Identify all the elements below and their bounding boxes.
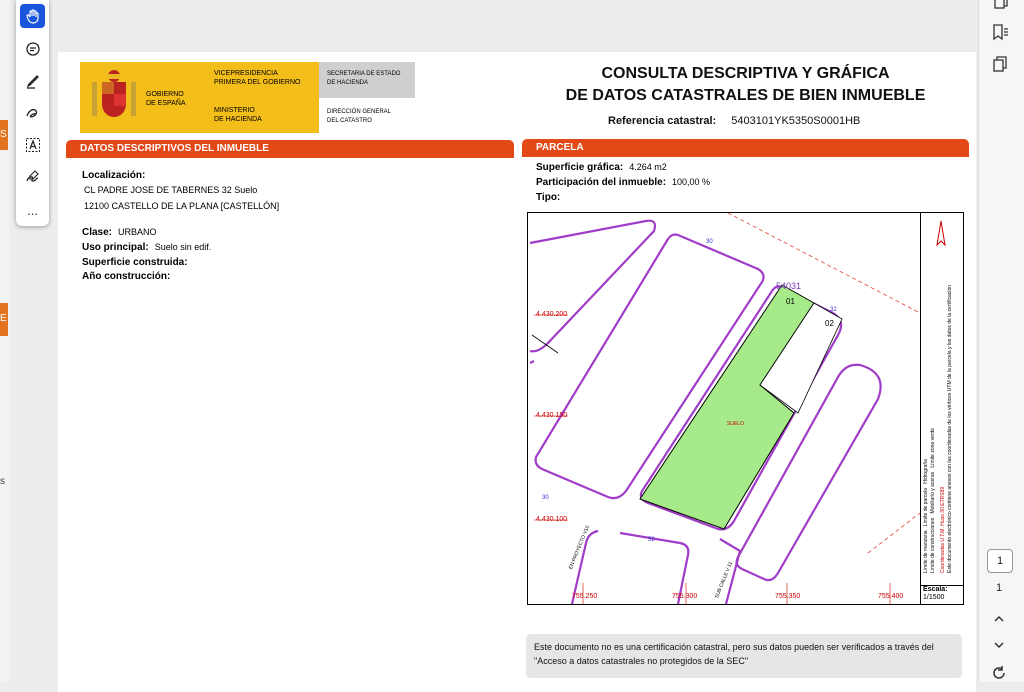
sup-label: Superficie gráfica: bbox=[536, 162, 624, 173]
freehand-draw-icon bbox=[25, 105, 41, 121]
gobierno-text: GOBIERNO DE ESPAÑA bbox=[146, 91, 186, 107]
hand-tool-button[interactable] bbox=[20, 4, 45, 28]
part-label: Participación del inmueble: bbox=[536, 177, 667, 188]
legend-limite-construcciones: Límite de construcciones bbox=[930, 517, 936, 573]
title-line-1: CONSULTA DESCRIPTIVA Y GRÁFICA bbox=[601, 65, 890, 82]
clase-row bbox=[82, 227, 157, 238]
referencia-catastral bbox=[608, 115, 860, 127]
scale-box bbox=[920, 585, 963, 604]
x-tick-label: 755.350 bbox=[775, 593, 801, 600]
legend-coordinates: Coordenadas U.T.M. Huso 30 ETRS89 bbox=[940, 486, 946, 573]
localizacion-label: Localización: bbox=[82, 170, 146, 181]
subparcel-02-label: 02 bbox=[825, 319, 834, 328]
annotation-toolbar bbox=[16, 0, 49, 226]
clase-label: Clase: bbox=[82, 227, 113, 238]
highlighter-icon bbox=[25, 73, 41, 89]
page-thumbnails-icon[interactable] bbox=[991, 55, 1009, 73]
uso-value: Suelo sin edif. bbox=[154, 242, 212, 252]
ref-value: 5403101YK5350S0001HB bbox=[731, 115, 861, 127]
address-line-2: 12100 CASTELLO DE LA PLANA [CASTELLÓN] bbox=[84, 201, 280, 211]
comment-icon bbox=[25, 41, 41, 57]
background-window-strip bbox=[0, 0, 10, 682]
map-legend bbox=[920, 213, 964, 585]
sup-value: 4.264 m2 bbox=[629, 162, 667, 172]
refresh-icon[interactable] bbox=[990, 664, 1008, 682]
strip-letter: s bbox=[0, 476, 5, 487]
x-tick-label: 755.250 bbox=[572, 593, 598, 600]
highlight-tool-button[interactable] bbox=[20, 69, 45, 93]
y-tick-label: 4.430.200 bbox=[536, 311, 568, 318]
parcela-bar: PARCELA bbox=[522, 139, 969, 157]
sign-tool-button[interactable] bbox=[20, 165, 45, 189]
cadastral-map bbox=[527, 212, 964, 605]
direccion-text: DIRECCIÓN GENERAL DEL CATASTRO bbox=[327, 109, 392, 124]
parcel-id-label: 54031 bbox=[776, 281, 802, 291]
verification-note: Este documento no es una certificación catastral, pero sus datos pueden ser verificados a través del "Acceso a datos catastrales no protegidos de la SEC" bbox=[526, 634, 962, 678]
subparcel-01-label: 01 bbox=[786, 297, 795, 306]
legend-doc-note: Este documento electrónico contiene anexos con las coordenadas de los vértices UTM de la parcela y los datos de la certificación bbox=[947, 285, 953, 573]
map-drawing bbox=[528, 213, 920, 604]
part-value: 100,00 % bbox=[672, 177, 711, 187]
secretaria-block bbox=[319, 62, 415, 98]
street-name-v10: EN PROYECTO V10 bbox=[568, 524, 592, 571]
superficie-grafica-row bbox=[536, 162, 667, 173]
street-number: 32 bbox=[830, 307, 837, 313]
gobierno-logo-block bbox=[80, 62, 206, 133]
strip-letter: E bbox=[0, 313, 7, 324]
x-tick-label: 755.400 bbox=[878, 593, 904, 600]
x-tick-label: 755.300 bbox=[672, 593, 698, 600]
text-box-icon bbox=[25, 137, 41, 153]
total-pages: 1 bbox=[995, 582, 1003, 594]
title-line-2: DE DATOS CATASTRALES DE BIEN INMUEBLE bbox=[565, 87, 926, 104]
anio-construccion-label: Año construcción: bbox=[82, 271, 171, 282]
chevron-up-icon[interactable] bbox=[990, 610, 1008, 628]
ministerio-text: MINISTERIO DE HACIENDA bbox=[214, 107, 262, 123]
current-page-input[interactable]: 1 bbox=[987, 549, 1013, 573]
legend-zona-verde: Límite zona verde bbox=[930, 427, 936, 468]
right-side-panel bbox=[978, 0, 1024, 682]
copy-pages-icon[interactable] bbox=[991, 0, 1009, 12]
more-tools-button[interactable]: ... bbox=[27, 202, 38, 218]
street-name-v11: SUB CALLE V 11 bbox=[714, 560, 735, 600]
legend-mobiliario: Mobiliario y aceras bbox=[930, 471, 936, 514]
strip-letter: S bbox=[0, 129, 7, 140]
document-page bbox=[58, 52, 976, 692]
legend-text-block bbox=[923, 213, 954, 573]
y-tick-label: 4.430.100 bbox=[536, 516, 568, 523]
coat-of-arms-icon bbox=[88, 68, 140, 128]
hand-icon bbox=[25, 8, 41, 24]
text-select-tool-button[interactable] bbox=[20, 133, 45, 157]
legend-limite-manzana: Límite de manzana bbox=[923, 530, 929, 573]
signature-icon bbox=[25, 169, 41, 185]
superficie-construida-label: Superficie construida: bbox=[82, 257, 188, 268]
clase-value: URBANO bbox=[118, 227, 157, 237]
legend-limite-parcela: Límite de parcela bbox=[923, 487, 929, 527]
escala-label: Escala: bbox=[923, 586, 948, 593]
ref-label: Referencia catastral: bbox=[608, 115, 717, 127]
chevron-down-icon[interactable] bbox=[990, 636, 1008, 654]
suelo-label: SUELO bbox=[727, 421, 744, 427]
secretaria-text: SECRETARIA DE ESTADO DE HACIENDA bbox=[327, 71, 401, 86]
y-tick-label: 4.430.150 bbox=[536, 412, 568, 419]
street-number: 30 bbox=[706, 239, 713, 245]
address-line-1: CL PADRE JOSE DE TABERNES 32 Suelo bbox=[84, 185, 258, 195]
street-number: 30 bbox=[542, 495, 549, 501]
street-number: 52 bbox=[648, 537, 655, 543]
bookmark-icon[interactable] bbox=[991, 23, 1009, 41]
escala-value: 1/1500 bbox=[923, 594, 945, 601]
uso-label: Uso principal: bbox=[82, 242, 149, 253]
tipo-label: Tipo: bbox=[536, 192, 561, 203]
vicepresidencia-text: VICEPRESIDENCIA PRIMERA DEL GOBIERNO bbox=[214, 70, 301, 86]
ministerio-block bbox=[206, 62, 319, 133]
comment-tool-button[interactable] bbox=[20, 37, 45, 61]
uso-row bbox=[82, 242, 211, 253]
datos-descriptivos-bar: DATOS DESCRIPTIVOS DEL INMUEBLE bbox=[66, 140, 514, 158]
participacion-row bbox=[536, 177, 710, 188]
page-title bbox=[528, 63, 963, 107]
draw-tool-button[interactable] bbox=[20, 101, 45, 125]
legend-hidrografia: Hidrografía bbox=[923, 459, 929, 484]
